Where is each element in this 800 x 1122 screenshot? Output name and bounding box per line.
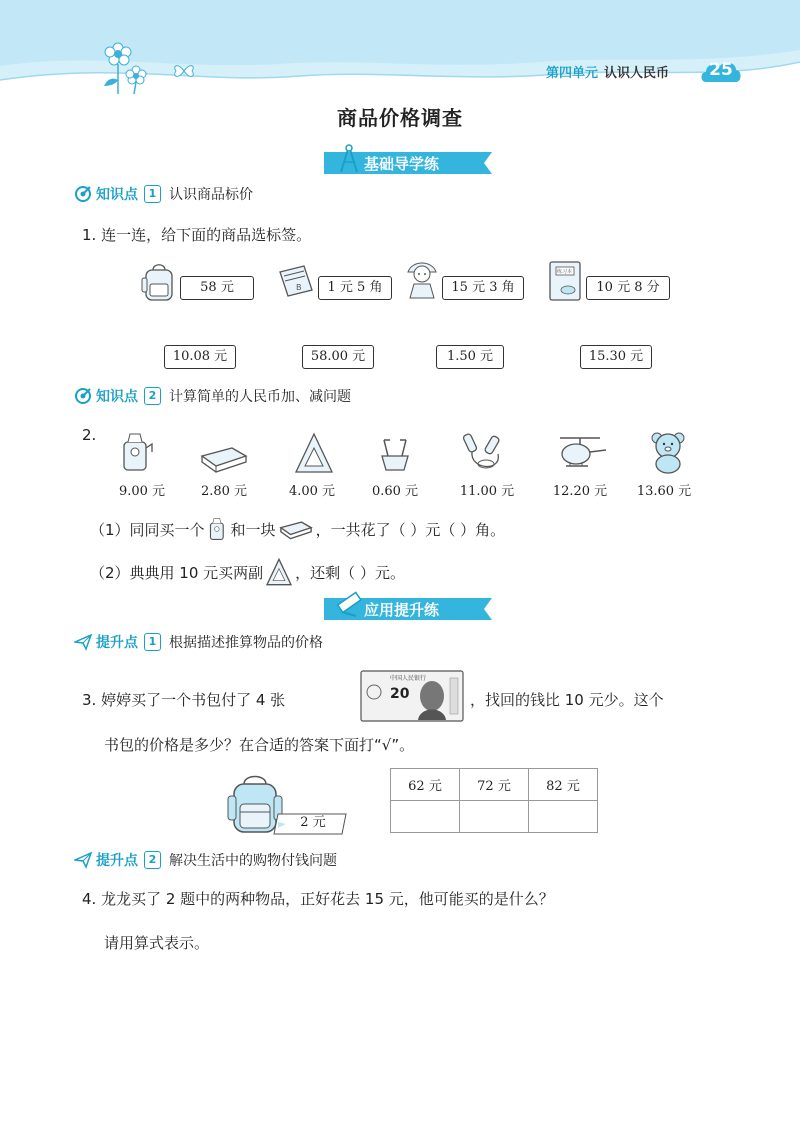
notebook-cover-label: 练习本 bbox=[557, 269, 573, 275]
paper-plane-icon bbox=[74, 633, 92, 651]
kp1-number: 1 bbox=[144, 185, 161, 203]
price-set-square: 4.00 元 bbox=[288, 484, 336, 499]
toy-helicopter-icon bbox=[554, 432, 608, 472]
q2-1-text-c: ，一共花了（ ）元（ ）角。 bbox=[315, 520, 506, 539]
banknote-20-yuan-icon bbox=[360, 670, 464, 722]
jump-rope-icon bbox=[462, 430, 508, 474]
binder-clip-icon bbox=[376, 436, 414, 472]
question-4-line-2: 请用算式表示。 bbox=[104, 934, 210, 952]
tp1-number: 1 bbox=[144, 633, 161, 651]
option-72: 72 元 bbox=[460, 769, 529, 801]
q2-2-text-a: （2）典典用 10 元买两副 bbox=[90, 563, 264, 582]
bag-price-tag: 2 元 bbox=[300, 815, 326, 830]
check-cell-72[interactable] bbox=[460, 801, 529, 833]
banknote-issuer: 中国人民银行 bbox=[390, 675, 427, 682]
q2-2-text-b: ，还剩（ ）元。 bbox=[295, 563, 405, 582]
exercise-book-icon bbox=[546, 260, 584, 302]
answer-tag-1[interactable]: 10.08 元 bbox=[164, 345, 236, 369]
doll-icon bbox=[404, 258, 440, 302]
question-3-line-1-a: 3. 婷婷买了一个书包付了 4 张 bbox=[82, 691, 286, 709]
question-4-line-1: 4. 龙龙买了 2 题中的两种物品，正好花去 15 元，他可能买的是什么？ bbox=[82, 890, 554, 908]
answer-tag-2[interactable]: 58.00 元 bbox=[302, 345, 374, 369]
lesson-title: 商品价格调查 bbox=[337, 106, 463, 130]
price-binder-clip: 0.60 元 bbox=[371, 484, 419, 499]
option-62: 62 元 bbox=[391, 769, 460, 801]
unit-label: 第四单元 bbox=[546, 66, 599, 81]
tp2-number: 2 bbox=[144, 851, 161, 869]
unit-title bbox=[546, 62, 669, 81]
tp1-label: 提升点 bbox=[96, 635, 138, 651]
eraser-icon bbox=[278, 518, 314, 540]
question-2-number: 2. bbox=[82, 426, 97, 444]
improvement-point-1 bbox=[74, 632, 323, 652]
butterfly-icon bbox=[172, 62, 196, 80]
question-3-line-2: 书包的价格是多少？在合适的答案下面打“√”。 bbox=[104, 736, 415, 754]
kp2-number: 2 bbox=[144, 387, 161, 405]
section-title-basic: 基础导学练 bbox=[364, 155, 440, 173]
item-tag-backpack[interactable]: 58 元 bbox=[180, 276, 254, 300]
target-icon bbox=[74, 387, 92, 405]
answer-tag-3[interactable]: 1.50 元 bbox=[436, 345, 504, 369]
set-square-icon bbox=[265, 558, 293, 586]
eraser-icon bbox=[198, 442, 250, 474]
kp2-text: 计算简单的人民币加、减问题 bbox=[169, 389, 351, 405]
q2-1-text-a: （1）同同买一个 bbox=[90, 520, 205, 539]
kp1-text: 认识商品标价 bbox=[169, 187, 253, 203]
item-tag-doll[interactable]: 15 元 3 角 bbox=[442, 276, 524, 300]
q2-1-text-b: 和一块 bbox=[230, 520, 276, 539]
knowledge-point-2 bbox=[74, 386, 351, 406]
price-teddy-bear: 13.60 元 bbox=[636, 484, 692, 499]
price-jump-rope: 11.00 元 bbox=[459, 484, 515, 499]
kp1-label: 知识点 bbox=[96, 187, 138, 203]
answer-tag-4[interactable]: 15.30 元 bbox=[580, 345, 652, 369]
paper-plane-icon bbox=[74, 851, 92, 869]
notebook-icon bbox=[276, 262, 316, 300]
price-helicopter: 12.20 元 bbox=[552, 484, 608, 499]
knowledge-point-1 bbox=[74, 184, 253, 204]
teddy-bear-icon bbox=[648, 430, 688, 474]
backpack-icon bbox=[140, 262, 180, 302]
item-tag-notebook[interactable]: 1 元 5 角 bbox=[318, 276, 392, 300]
tp1-text: 根据描述推算物品的价格 bbox=[169, 635, 323, 651]
set-square-icon bbox=[294, 432, 334, 474]
improvement-point-2 bbox=[74, 850, 337, 870]
check-cell-62[interactable] bbox=[391, 801, 460, 833]
banknote-value: 20 bbox=[390, 686, 410, 702]
target-icon bbox=[74, 185, 92, 203]
section-title-apply: 应用提升练 bbox=[364, 601, 440, 619]
svg-text:B: B bbox=[296, 283, 302, 292]
tp2-text: 解决生活中的购物付钱问题 bbox=[169, 853, 337, 869]
compass-ruler-icon bbox=[338, 144, 360, 174]
pencil-sharpener-icon bbox=[118, 430, 156, 474]
question-2-part-2 bbox=[90, 558, 405, 586]
question-1-text: 1. 连一连，给下面的商品选标签。 bbox=[82, 226, 312, 244]
price-eraser: 2.80 元 bbox=[200, 484, 248, 499]
unit-name: 认识人民币 bbox=[604, 66, 670, 81]
page-number: 25 bbox=[709, 60, 733, 80]
check-cell-82[interactable] bbox=[529, 801, 598, 833]
flower-decoration-icon bbox=[96, 36, 156, 96]
option-82: 82 元 bbox=[529, 769, 598, 801]
kp2-label: 知识点 bbox=[96, 389, 138, 405]
question-2-part-1 bbox=[90, 516, 505, 542]
answer-table bbox=[390, 768, 598, 833]
tp2-label: 提升点 bbox=[96, 853, 138, 869]
ruler-icon bbox=[334, 590, 362, 620]
price-sharpener: 9.00 元 bbox=[118, 484, 166, 499]
question-3-line-1-b: ，找回的钱比 10 元少。这个 bbox=[470, 691, 664, 709]
item-tag-exercise-book[interactable]: 10 元 8 分 bbox=[586, 276, 670, 300]
pencil-sharpener-icon bbox=[207, 516, 229, 542]
